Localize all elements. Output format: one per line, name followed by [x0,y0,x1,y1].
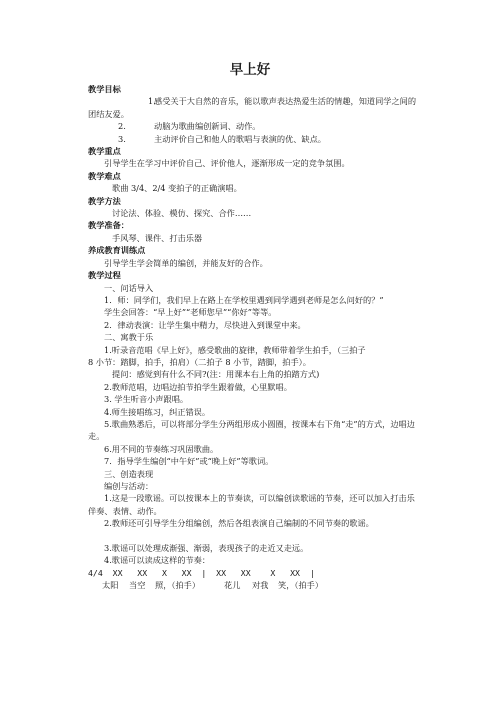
section-2-title: 二、寓教于乐 [104,332,154,343]
prep-text: 手风琴、课件、打击乐器 [112,232,203,243]
section-3-line-3: 3.歌谣可以处理成渐强、渐弱，表现孩子的走近又走远。 [104,543,309,554]
goal-num: 3. [118,133,126,144]
section-2-line-3: 2.教师范唱，边唱边拍节拍学生跟着做，心里默唱。 [104,381,292,392]
methods-text: 讨论法、体验、模仿、探究、合作…… [112,208,252,219]
document-body [88,83,418,592]
key-points-heading: 教学重点 [88,146,121,157]
goal-text: 感受关于大自然的音乐，能以歌声表达热爱生活的情趣，知道同学之间的团结友爱。 [88,96,417,119]
goal-text: 动脑为歌曲编创新词、动作。 [154,121,261,132]
section-1-line-2: 学生会回答：“早上好”“老师您早”“你好”等等。 [104,307,277,318]
lyric-word: 照，（拍手） [155,580,201,591]
habits-heading: 养成教育训练点 [88,245,146,256]
rhythm-notation: 4/4 XX XX X XX | XX XX X XX | [88,567,315,578]
goal-item-1 [88,95,418,120]
section-2-line-1b: 8 小节：踏脚，拍手，拍肩）（二拍子 8 小节，踏脚，拍手）。 [88,356,311,367]
difficulties-text: 歌曲 3/4、2/4 变拍子的正确演唱。 [112,183,242,194]
goal-num: 1. [148,96,156,107]
goal-item-2 [88,120,418,132]
goal-num: 2. [118,121,126,132]
difficulties-heading: 教学难点 [88,170,121,181]
section-2-line-8: 7．指导学生编创“中午好”或“晚上好”等歌词。 [104,456,274,467]
key-points-text: 引导学生在学习中评价自己、评价他人，逐渐形成一定的竞争氛围。 [104,158,350,169]
section-2-line-5: 4.师生接唱练习，纠正错误。 [104,406,211,417]
rhythm-lyrics [88,579,418,591]
section-1-title: 一、问话导入 [104,282,154,293]
section-2-line-4: 3. 学生听音小声跟唱。 [104,394,189,405]
methods-heading: 教学方法 [88,195,121,206]
goal-text: 主动评价自己和他人的歌唱与表演的优、缺点。 [154,133,326,144]
blank-line [88,530,418,542]
goal-item-3 [88,133,418,145]
section-2-line-7: 6.用不同的节奏练习巩固歌曲。 [104,443,219,454]
section-1-line-3: 2．律动表演：让学生集中精力，尽快进入到课堂中来。 [104,319,306,330]
section-2-line-2: 提问：感觉到有什么不同?(注：用课本右上角的拍踏方式) [112,369,320,380]
section-3-line-1: 1.这是一段歌谣。可以按课本上的节奏读，可以编创读歌谣的节奏，还可以加入打击乐伴奏、表情、动作。 [88,493,415,516]
section-2-line-6: 5.歌曲熟悉后，可以将部分学生分两组形成小圆圈，按课本右下角“走”的方式，边唱边走。 [88,418,415,442]
section-1-line-1: 1．师：同学们，我们早上在路上在学校里遇到同学遇到老师是怎么问好的？” [104,294,384,305]
section-3-title: 三、创造表现 [104,468,154,479]
lyric-word: 对我 [252,580,269,591]
section-3-line-4: 4.歌谣可以读成这样的节奏： [104,555,211,566]
lyric-word: 太阳 [102,580,119,591]
document-title: 早上好 [229,62,271,78]
prep-heading: 教学准备： [88,220,129,231]
section-2-line-1a: 1.听录音范唱《早上好》，感受歌曲的旋律，教师带着学生拍手，（三拍子 [104,344,366,355]
section-3-line-0: 编创与活动： [104,481,154,491]
lyric-word: 花儿 [224,580,241,591]
lyric-word: 当空 [129,580,146,591]
process-heading: 教学过程 [88,270,121,281]
habits-text: 引导学生学会简单的编创，并能友好的合作。 [104,257,268,268]
goals-heading: 教学目标 [88,84,121,94]
lyric-word: 笑，（拍手） [278,580,324,591]
section-3-line-2: 2.教师还可引导学生分组编创，然后各组表演自己编制的不同节奏的歌谣。 [104,518,374,529]
